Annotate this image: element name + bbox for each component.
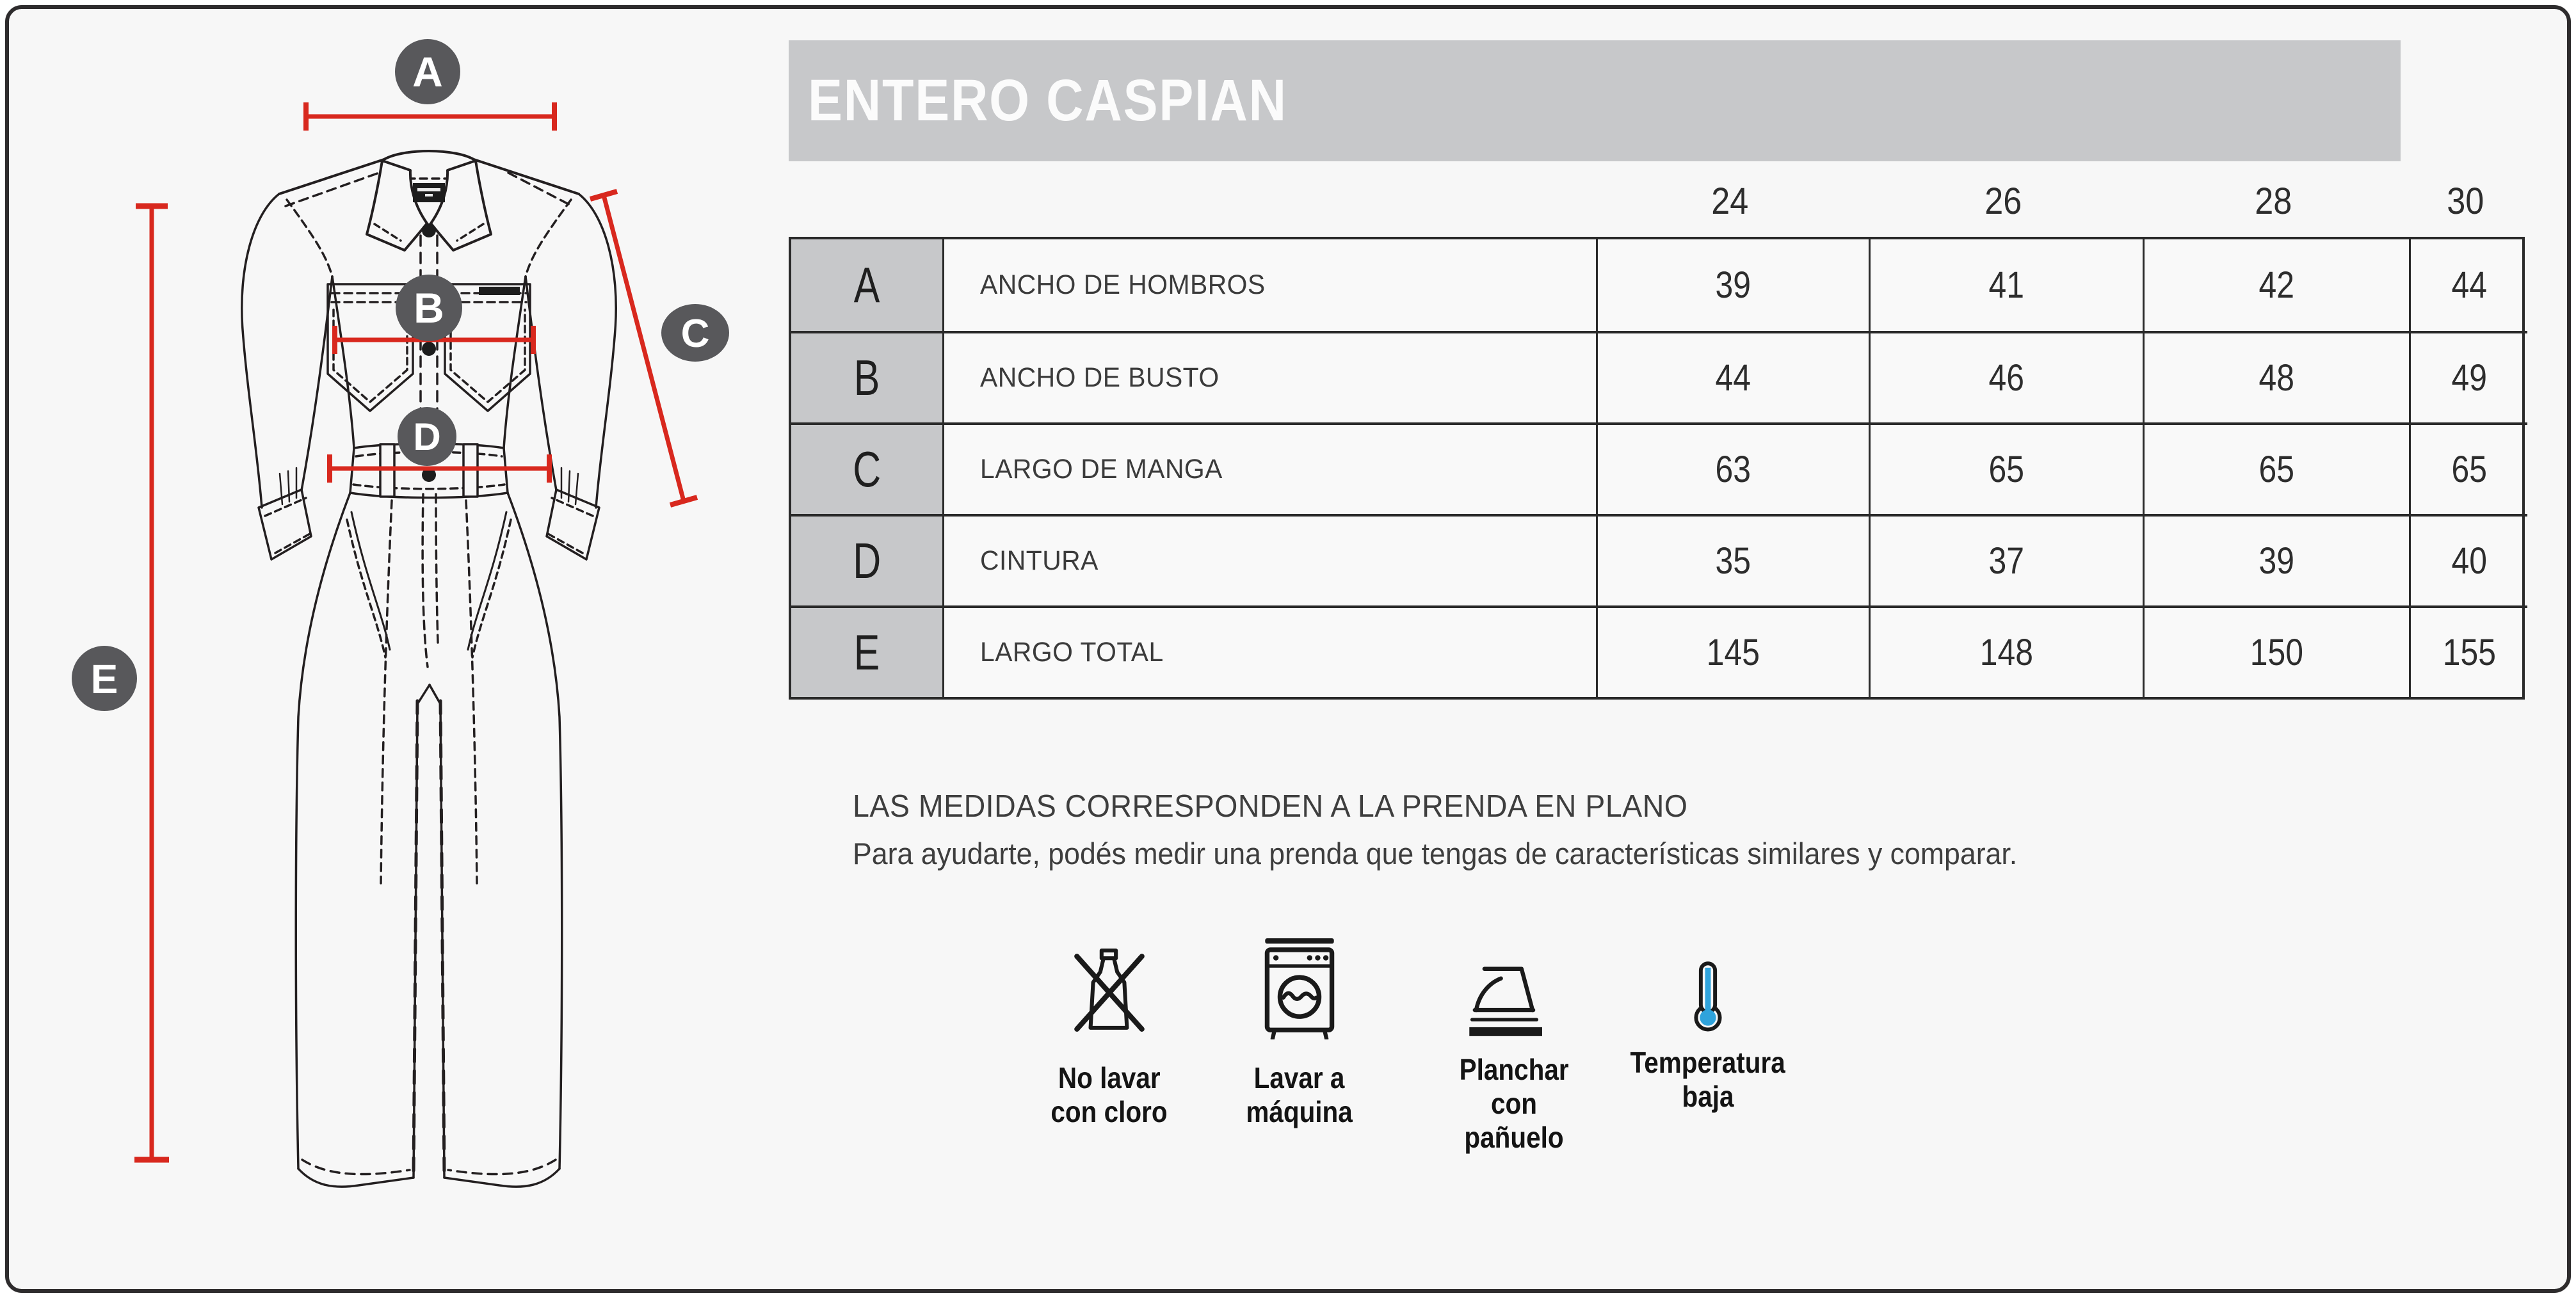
row-label: LARGO TOTAL bbox=[942, 605, 1596, 697]
care-label: Temperatura bbox=[1630, 1046, 1786, 1079]
cell-value: 41 bbox=[1869, 239, 2143, 331]
jumpsuit-technical-drawing bbox=[0, 0, 794, 1298]
care-label: No lavar bbox=[1058, 1061, 1161, 1094]
care-item-low-temperature: Temperatura baja bbox=[1631, 961, 1785, 1114]
row-label: ANCHO DE HOMBROS bbox=[942, 239, 1596, 331]
no-bleach-icon bbox=[1068, 949, 1151, 1033]
cell-value: 49 bbox=[2409, 331, 2527, 422]
care-label: Lavar a bbox=[1254, 1061, 1345, 1094]
measure-markers bbox=[72, 39, 729, 711]
title-bar bbox=[789, 40, 2401, 161]
cell-value: 65 bbox=[1869, 422, 2143, 514]
pocket-label bbox=[479, 287, 520, 295]
marker-a-letter: A bbox=[412, 48, 443, 95]
size-header-row bbox=[789, 168, 2525, 234]
washing-machine-icon bbox=[1262, 938, 1337, 1039]
marker-d-letter: D bbox=[413, 415, 441, 458]
cell-value: 155 bbox=[2409, 605, 2527, 697]
row-letter: A bbox=[791, 239, 942, 331]
row-letter: B bbox=[791, 331, 942, 422]
size-header-24: 24 bbox=[1711, 180, 1749, 222]
size-header-26: 26 bbox=[1984, 180, 2022, 222]
cell-value: 37 bbox=[1869, 514, 2143, 605]
cell-value: 65 bbox=[2409, 422, 2527, 514]
marker-c-letter: C bbox=[680, 312, 710, 356]
size-header-30: 30 bbox=[2447, 180, 2484, 222]
care-label: Planchar bbox=[1459, 1053, 1569, 1086]
measurement-note-line1: LAS MEDIDAS CORRESPONDEN A LA PRENDA EN PLANO bbox=[853, 789, 1688, 824]
row-letter: C bbox=[791, 422, 942, 514]
cell-value: 145 bbox=[1596, 605, 1869, 697]
measurement-note-line2: Para ayudarte, podés medir una prenda que tengas de características similares y comparar. bbox=[853, 837, 2018, 870]
cell-value: 65 bbox=[2143, 422, 2409, 514]
row-label: LARGO DE MANGA bbox=[942, 422, 1596, 514]
cell-value: 39 bbox=[2143, 514, 2409, 605]
cell-value: 63 bbox=[1596, 422, 1869, 514]
cell-value: 48 bbox=[2143, 331, 2409, 422]
care-item-no-bleach: No lavar con cloro bbox=[1033, 949, 1186, 1129]
row-label: ANCHO DE BUSTO bbox=[942, 331, 1596, 422]
cell-value: 46 bbox=[1869, 331, 2143, 422]
row-letter: E bbox=[791, 605, 942, 697]
cell-value: 44 bbox=[2409, 239, 2527, 331]
marker-e-letter: E bbox=[90, 656, 118, 702]
brand-neck-label bbox=[413, 183, 445, 202]
care-item-iron: Planchar con pañuelo bbox=[1428, 962, 1600, 1155]
cell-value: 150 bbox=[2143, 605, 2409, 697]
care-item-machine-wash: Lavar a máquina bbox=[1223, 938, 1376, 1129]
iron-icon bbox=[1469, 962, 1559, 1038]
size-header-28: 28 bbox=[2254, 180, 2292, 222]
row-label: CINTURA bbox=[942, 514, 1596, 605]
cell-value: 44 bbox=[1596, 331, 1869, 422]
thermometer-icon bbox=[1691, 961, 1725, 1033]
cell-value: 35 bbox=[1596, 514, 1869, 605]
cell-value: 40 bbox=[2409, 514, 2527, 605]
cell-value: 148 bbox=[1869, 605, 2143, 697]
cell-value: 39 bbox=[1596, 239, 1869, 331]
cell-value: 42 bbox=[2143, 239, 2409, 331]
page-title: ENTERO CASPIAN bbox=[808, 68, 1287, 133]
size-chart-table bbox=[789, 237, 2525, 700]
marker-b-letter: B bbox=[414, 284, 444, 332]
row-letter: D bbox=[791, 514, 942, 605]
